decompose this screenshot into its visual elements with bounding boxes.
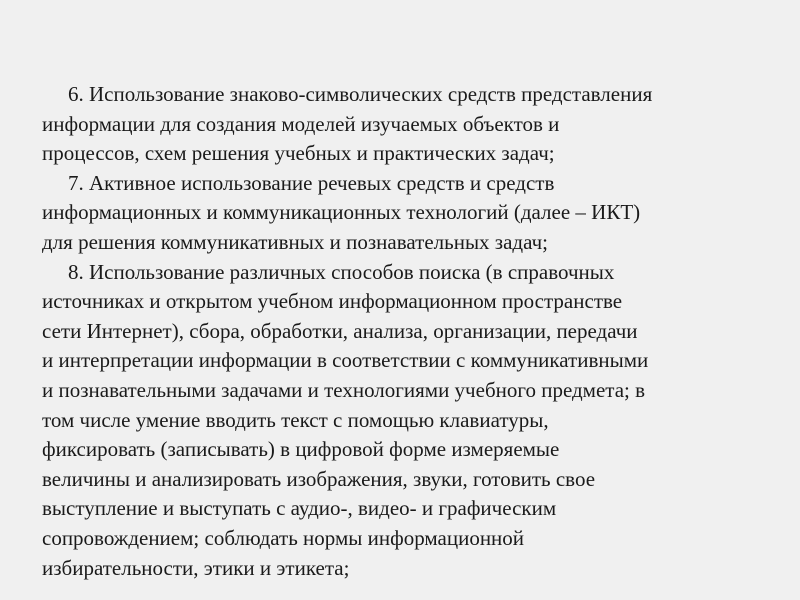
text-line: информации для создания моделей изучаемых объектов и — [42, 111, 560, 136]
text-line: сети Интернет), сбора, обработки, анализа, организации, передачи — [42, 318, 638, 343]
text-line: информационных и коммуникационных технологий (далее – ИКТ) — [42, 200, 641, 225]
text-line: 7. Активное использование речевых средств и средств — [68, 170, 555, 195]
text-line: том числе умение вводить текст с помощью клавиатуры, — [42, 407, 549, 432]
text-line: 8. Использование различных способов поиска (в справочных — [68, 259, 615, 284]
text-line: и познавательными задачами и технологиями учебного предмета; в — [42, 377, 646, 402]
text-line: сопровождением; соблюдать нормы информационной — [42, 525, 525, 550]
text-line: выступление и выступать с аудио-, видео- и графическим — [42, 496, 557, 521]
text-line: фиксировать (записывать) в цифровой форме измеряемые — [42, 437, 560, 462]
text-line: избирательности, этики и этикета; — [42, 555, 350, 580]
slide-text-block — [42, 80, 762, 583]
text-line: источниках и открытом учебном информационном пространстве — [42, 289, 623, 314]
paragraph-8 — [42, 258, 762, 584]
text-line: и интерпретации информации в соответствии с коммуникативными — [42, 348, 649, 373]
text-line: процессов, схем решения учебных и практических задач; — [42, 141, 555, 166]
text-line: величины и анализировать изображения, звуки, готовить свое — [42, 466, 596, 491]
paragraph-6 — [42, 80, 762, 169]
text-line: для решения коммуникативных и познавательных задач; — [42, 229, 548, 254]
text-line: 6. Использование знаково-символических средств представления — [68, 82, 653, 106]
paragraph-7 — [42, 169, 762, 258]
